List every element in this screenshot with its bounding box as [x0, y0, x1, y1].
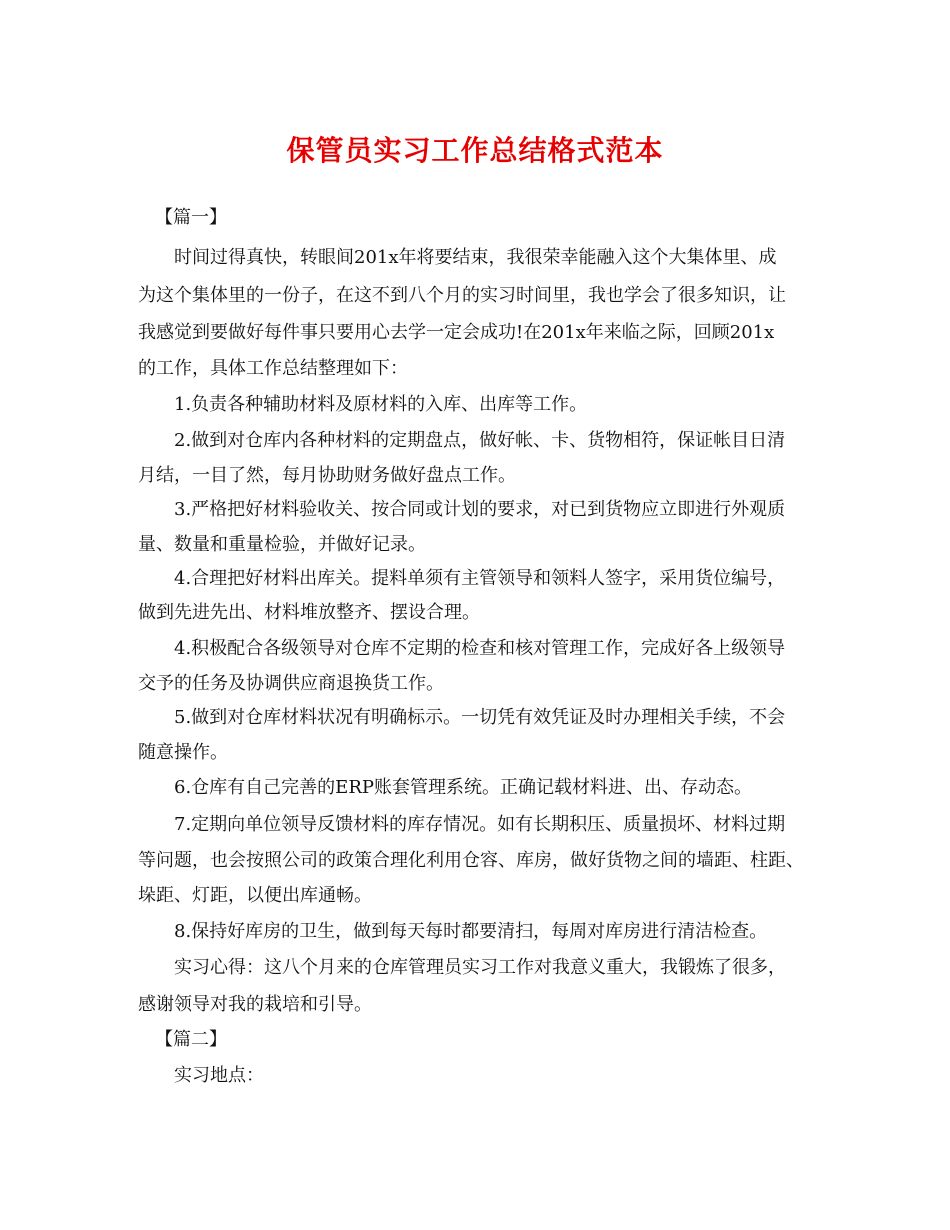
list-item-8-line-1: 7.定期向单位领导反馈材料的库存情况。如有长期积压、质量损坏、材料过期 — [174, 814, 786, 835]
list-item-6-line-2: 随意操作。 — [138, 742, 228, 763]
location-label: 实习地点： — [174, 1065, 264, 1086]
list-item-5-line-1: 4.积极配合各级领导对仓库不定期的检查和核对管理工作，完成好各上级领导 — [174, 638, 786, 659]
list-item-4-line-2: 做到先进先出、材料堆放整齐、摆设合理。 — [138, 602, 480, 623]
intro-line-3: 我感觉到要做好每件事只要用心去学一定会成功!在201x年来临之际，回顾201x — [138, 322, 775, 343]
intro-line-2: 为这个集体里的一份子，在这不到八个月的实习时间里，我也学会了很多知识，让 — [138, 285, 786, 306]
list-item-9: 8.保持好库房的卫生，做到每天每时都要清扫，每周对库房进行清洁检查。 — [174, 921, 768, 942]
list-item-1: 1.负责各种辅助材料及原材料的入库、出库等工作。 — [174, 394, 588, 415]
reflection-line-2: 感谢领导对我的栽培和引导。 — [138, 994, 372, 1015]
list-item-8-line-2: 等问题，也会按照公司的政策合理化利用仓容、库房，做好货物之间的墙距、柱距、 — [138, 850, 804, 871]
list-item-2-line-2: 月结，一目了然，每月协助财务做好盘点工作。 — [138, 465, 516, 486]
list-item-8-line-3: 垛距、灯距，以便出库通畅。 — [138, 885, 372, 906]
list-item-7: 6.仓库有自己完善的ERP账套管理系统。正确记载材料进、出、存动态。 — [174, 777, 752, 798]
list-item-5-line-2: 交予的任务及协调供应商退换货工作。 — [138, 673, 444, 694]
page-title: 保管员实习工作总结格式范本 — [286, 134, 664, 167]
list-item-6-line-1: 5.做到对仓库材料状况有明确标示。一切凭有效凭证及时办理相关手续，不会 — [174, 707, 786, 728]
list-item-2-line-1: 2.做到对仓库内各种材料的定期盘点，做好帐、卡、货物相符，保证帐目日清 — [174, 430, 786, 451]
intro-line-4: 的工作，具体工作总结整理如下： — [138, 358, 408, 379]
list-item-4-line-1: 4.合理把好材料出库关。提料单须有主管领导和领料人签字，采用货位编号， — [174, 568, 786, 589]
section-heading-1: 【篇一】 — [155, 207, 227, 228]
intro-line-1: 时间过得真快，转眼间201x年将要结束，我很荣幸能融入这个大集体里、成 — [174, 247, 777, 268]
reflection-line-1: 实习心得：这八个月来的仓库管理员实习工作对我意义重大，我锻炼了很多， — [174, 957, 786, 978]
list-item-3-line-1: 3.严格把好材料验收关、按合同或计划的要求，对已到货物应立即进行外观质 — [174, 499, 786, 520]
section-heading-2: 【篇二】 — [155, 1029, 227, 1050]
list-item-3-line-2: 量、数量和重量检验，并做好记录。 — [138, 534, 426, 555]
